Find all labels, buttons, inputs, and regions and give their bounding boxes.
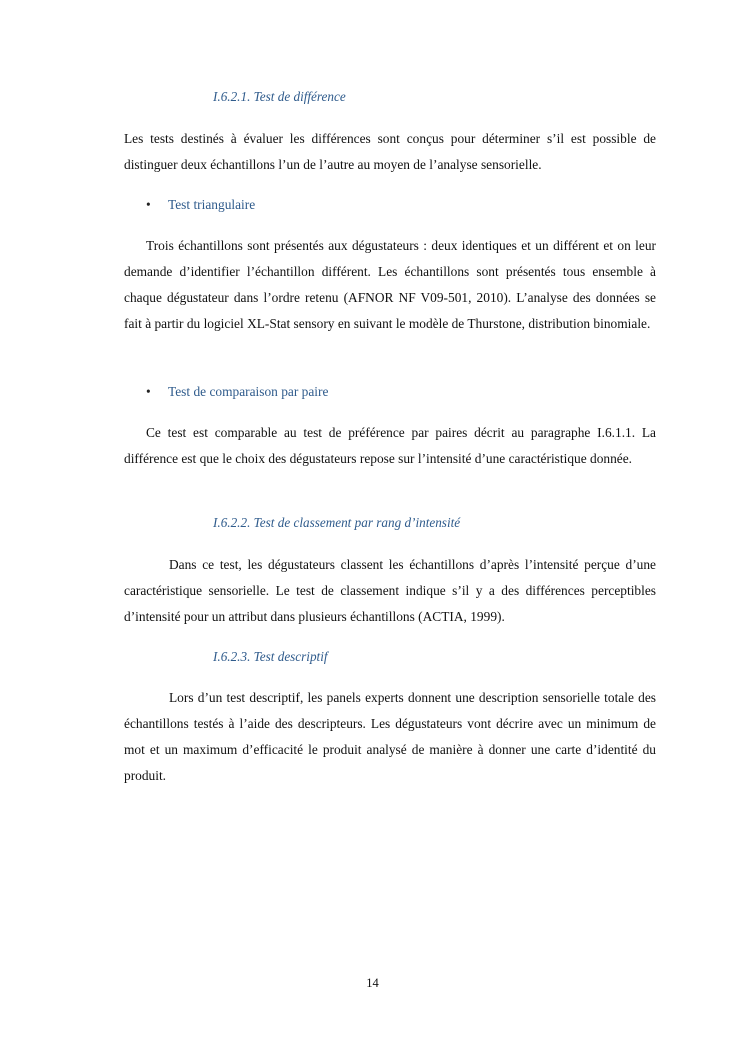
bullet-icon: • <box>146 384 151 399</box>
paragraph-classement: Dans ce test, les dégustateurs classent les échantillons d’après l’intensité perçue d’une caractéristique sensorielle. Le test de classement indique s’il y a des différences perceptibles d’intensité pour un attribut dans plusieurs échantillons (ACTIA, 1999). <box>124 557 656 624</box>
paragraph-descriptif: Lors d’un test descriptif, les panels experts donnent une description sensorielle totale des échantillons testés à l’aide des descripteurs. Les dégustateurs vont décrire avec un minimum de mot et un maximum d’efficacité le produit analysé de manière à donner une carte d’identité du produit. <box>124 690 656 783</box>
heading-test-classement: I.6.2.2. Test de classement par rang d’intensité <box>213 515 461 530</box>
bullet-label-comparaison-paire: Test de comparaison par paire <box>168 384 329 399</box>
paragraph-comparaison-paire: Ce test est comparable au test de préférence par paires décrit au paragraphe I.6.1.1. La différence est que le choix des dégustateurs repose sur l’intensité d’une caractéristique donnée. <box>124 425 656 466</box>
paragraph-triangulaire: Trois échantillons sont présentés aux dégustateurs : deux identiques et un différent et on leur demande d’identifier l’échantillon différent. Les échantillons sont présentés tous ensemble à chaque dégustateur dans l’ordre retenu (AFNOR NF V09-501, 2010). L’analyse des données se fait à partir du logiciel XL-Stat sensory en suivant le modèle de Thurstone, distribution binomiale. <box>124 238 656 331</box>
bullet-item-comparaison-paire <box>146 384 328 400</box>
bullet-item-triangulaire <box>146 197 255 213</box>
page-number: 14 <box>366 976 379 990</box>
bullet-label-triangulaire: Test triangulaire <box>168 197 256 212</box>
bullet-icon: • <box>146 197 151 212</box>
paragraph-intro: Les tests destinés à évaluer les différences sont conçus pour déterminer s’il est possible de distinguer deux échantillons l’un de l’autre au moyen de l’analyse sensorielle. <box>124 131 656 172</box>
heading-test-difference: I.6.2.1. Test de différence <box>213 89 346 104</box>
heading-test-descriptif: I.6.2.3. Test descriptif <box>213 649 328 664</box>
